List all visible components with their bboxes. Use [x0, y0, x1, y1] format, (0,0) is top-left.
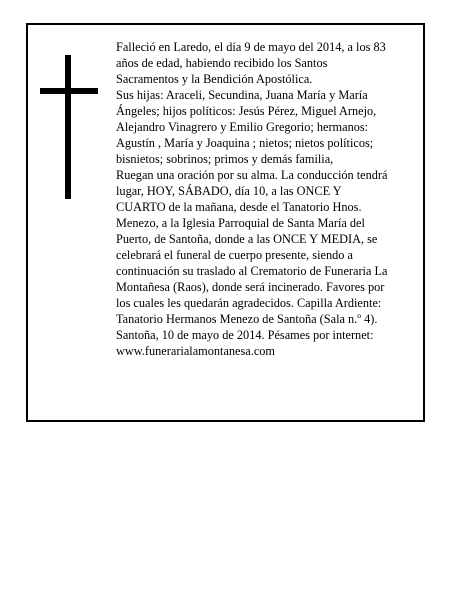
notice-line: Tanatorio Hermanos Menezo de Santoña (Sala n.º 4). — [116, 312, 378, 326]
obituary-notice — [26, 23, 425, 422]
notice-line: los cuales les quedarán agradecidos. Capilla Ardiente: — [116, 296, 382, 310]
notice-line: Sacramentos y la Bendición Apostólica. — [116, 72, 313, 86]
notice-line: Agustín , María y Joaquina ; nietos; nietos políticos; — [116, 136, 374, 150]
notice-line: celebrará el funeral de cuerpo presente, siendo a — [116, 248, 353, 262]
notice-line: Puerto, de Santoña, donde a las ONCE Y MEDIA, se — [116, 232, 378, 246]
notice-line: Menezo, a la Iglesia Parroquial de Santa María del — [116, 216, 365, 230]
notice-line: Montañesa (Raos), donde será incinerado. Favores por — [116, 280, 385, 294]
cross-horizontal-bar — [40, 88, 98, 94]
notice-line: años de edad, habiendo recibido los Santos — [116, 56, 328, 70]
notice-line: bisnietos; sobrinos; primos y demás familia, — [116, 152, 334, 166]
notice-line: Falleció en Laredo, el día 9 de mayo del 2014, a los 83 — [116, 40, 386, 54]
website-link[interactable]: www.funerarialamontanesa.com — [116, 344, 275, 358]
notice-body — [116, 39, 422, 359]
latin-cross-icon — [40, 55, 98, 199]
notice-line: Ángeles; hijos políticos: Jesús Pérez, Miguel Arnejo, — [116, 104, 377, 118]
notice-line: lugar, HOY, SÁBADO, día 10, a las ONCE Y — [116, 184, 342, 198]
notice-line: Alejandro Vinagrero y Emilio Gregorio; hermanos: — [116, 120, 369, 134]
notice-line: Ruegan una oración por su alma. La conducción tendrá — [116, 168, 388, 182]
notice-line: Santoña, 10 de mayo de 2014. Pésames por internet: — [116, 328, 374, 342]
notice-line: Sus hijas: Araceli, Secundina, Juana María y María — [116, 88, 368, 102]
notice-line: continuación su traslado al Crematorio de Funeraria La — [116, 264, 388, 278]
cross-vertical-bar — [65, 55, 71, 199]
notice-line: CUARTO de la mañana, desde el Tanatorio Hnos. — [116, 200, 362, 214]
